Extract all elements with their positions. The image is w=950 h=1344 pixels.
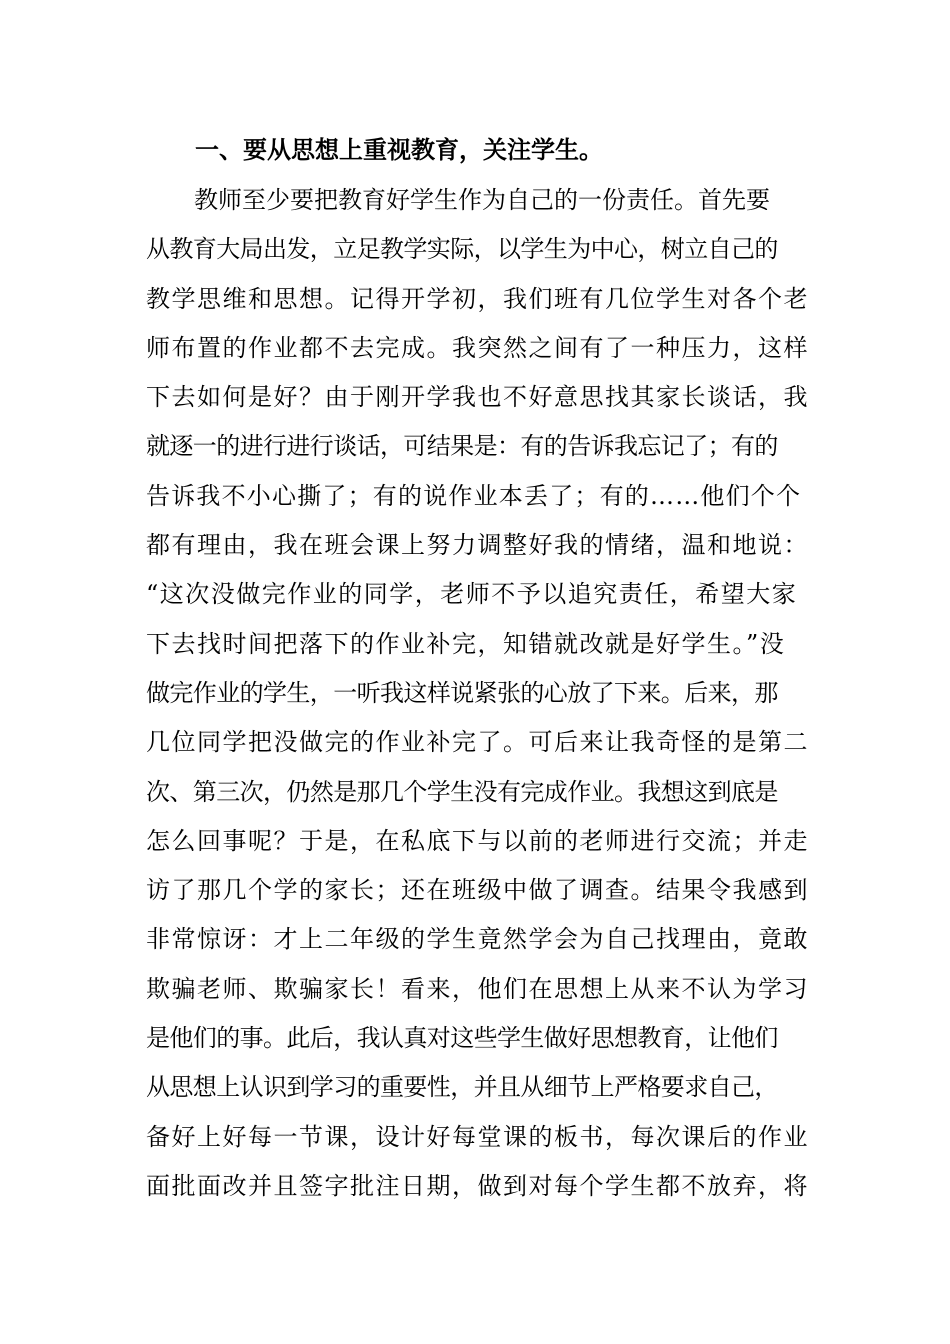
paragraph-line: 告诉我不小心撕了；有的说作业本丢了；有的……他们个个	[146, 481, 802, 510]
paragraph-line: 从思想上认识到学习的重要性，并且从细节上严格要求自己，	[146, 1073, 778, 1102]
paragraph-line: 是他们的事。此后，我认真对这些学生做好思想教育，让他们	[146, 1024, 778, 1053]
section-heading: 一、要从思想上重视教育，关注学生。	[195, 135, 603, 164]
paragraph-line: 访了那几个学的家长；还在班级中做了调查。结果令我感到	[146, 876, 809, 905]
paragraph-line: 下去找时间把落下的作业补完，知错就改就是好学生。”没	[146, 629, 786, 658]
paragraph-line: 非常惊讶：才上二年级的学生竟然学会为自己找理由，竟敢	[146, 925, 809, 954]
paragraph-line: 备好上好每一节课，设计好每堂课的板书，每次课后的作业	[146, 1122, 809, 1151]
paragraph-line: 就逐一的进行进行谈话，可结果是：有的告诉我忘记了；有的	[146, 432, 778, 461]
paragraph-line: 都有理由，我在班会课上努力调整好我的情绪，温和地说：	[146, 531, 809, 560]
body-paragraph	[146, 176, 816, 1211]
paragraph-line: 从教育大局出发，立足教学实际，以学生为中心，树立自己的	[146, 235, 778, 264]
paragraph-line: “这次没做完作业的同学，老师不予以追究责任，希望大家	[146, 580, 798, 609]
paragraph-line: 面批面改并且签字批注日期，做到对每个学生都不放弃，将	[146, 1171, 809, 1200]
paragraph-line: 下去如何是好？由于刚开学我也不好意思找其家长谈话，我	[146, 383, 809, 412]
paragraph-line: 做完作业的学生，一听我这样说紧张的心放了下来。后来，那	[146, 678, 778, 707]
paragraph-line: 欺骗老师、欺骗家长！看来，他们在思想上从来不认为学习	[146, 974, 809, 1003]
paragraph-line: 教师至少要把教育好学生作为自己的一份责任。首先要	[194, 186, 770, 214]
paragraph-line: 怎么回事呢？于是，在私底下与以前的老师进行交流；并走	[146, 826, 809, 855]
paragraph-line: 教学思维和思想。记得开学初，我们班有几位学生对各个老	[146, 284, 809, 313]
paragraph-line: 次、第三次，仍然是那几个学生没有完成作业。我想这到底是	[146, 777, 778, 806]
paragraph-line: 师布置的作业都不去完成。我突然之间有了一种压力，这样	[146, 333, 809, 362]
paragraph-line: 几位同学把没做完的作业补完了。可后来让我奇怪的是第二	[146, 728, 809, 757]
